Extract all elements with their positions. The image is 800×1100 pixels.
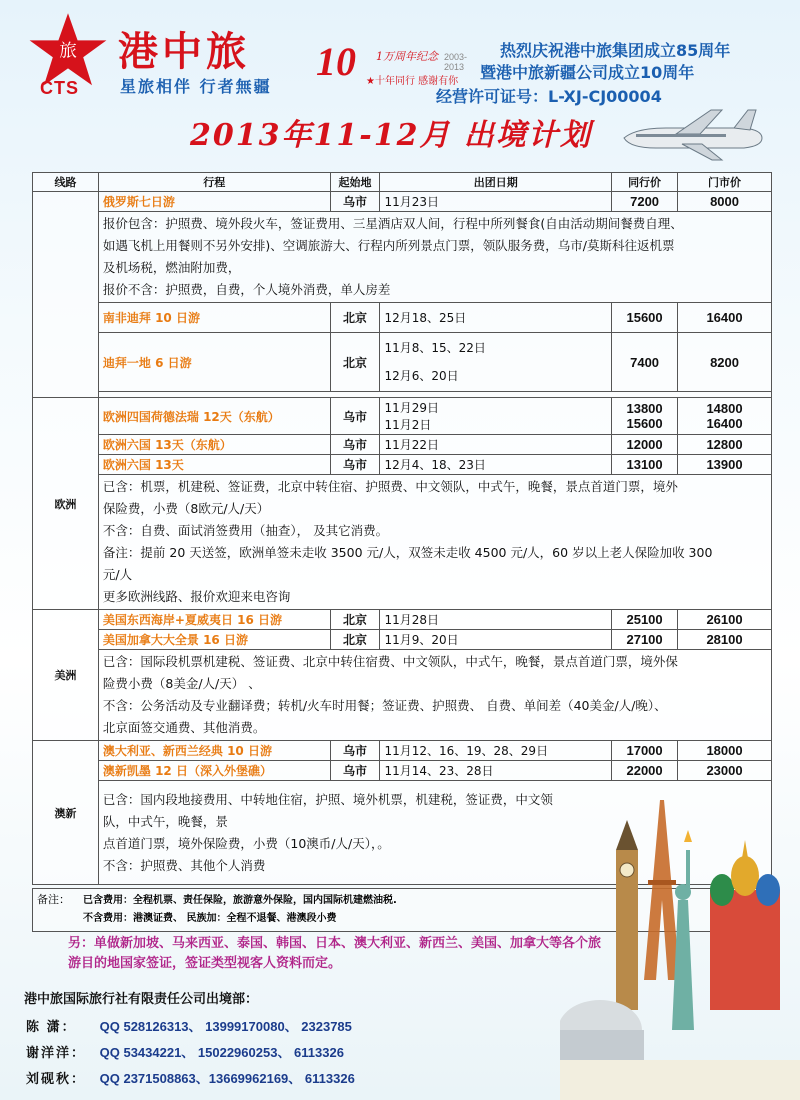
departure-city: 乌市 (330, 761, 380, 781)
contact-name: 谢洋洋： (26, 1045, 87, 1060)
trade-price: 7200 (612, 192, 678, 212)
trade-price: 22000 (612, 761, 678, 781)
departure-city: 北京 (330, 303, 380, 333)
departure-date: 12月18、25日 (380, 303, 612, 333)
departure-date: 11月14、23、28日 (380, 761, 612, 781)
route-description: 已含：机票，机建税、签证费，北京中转住宿、护照费、中文领队，中式午，晚餐，景点首道门票，境外 保险费，小费（8欧元/人/天） 不含：自费、面试消签费用（抽查）， 及其它消费。 备注：提前 20 天送签，欧洲单签未走收 3500 元/人，双签未走收 4500 元/人，60 岁以上老人保险加收 300 元/人 更多欧洲线路、报价欢迎来电咨询 (98, 475, 771, 610)
departure-city: 北京 (330, 630, 380, 650)
col-header: 行程 (98, 173, 330, 192)
table-row (33, 650, 772, 741)
table-row (33, 761, 772, 781)
contact-name: 陈 潇： (26, 1019, 77, 1034)
retail-price: 14800 16400 (678, 398, 772, 435)
route-name: 欧洲四国荷德法瑞 12天（东航） (98, 398, 330, 435)
trade-price: 13800 15600 (612, 398, 678, 435)
route-name: 迪拜一地 6 日游 (98, 333, 330, 392)
retail-price: 16400 (678, 303, 772, 333)
table-row (33, 610, 772, 630)
col-header: 线路 (33, 173, 99, 192)
anniversary-line2: ★十年同行 感谢有你 (366, 76, 459, 87)
trade-price: 15600 (612, 303, 678, 333)
celebration-headline-2: 暨港中旅新疆公司成立10周年 (480, 63, 695, 82)
departure-city: 乌市 (330, 435, 380, 455)
retail-price: 23000 (678, 761, 772, 781)
airplane-icon (616, 104, 766, 164)
notes-label: 备注： (37, 893, 70, 906)
anniversary-years: 2003-2013 (444, 52, 468, 72)
col-header: 门市价 (678, 173, 772, 192)
contact-info: QQ 2371508863、13669962169、 6113326 (99, 1071, 355, 1086)
departure-date: 11月12、16、19、28、29日 (380, 741, 612, 761)
route-name: 南非迪拜 10 日游 (98, 303, 330, 333)
table-row (33, 455, 772, 475)
trade-price: 12000 (612, 435, 678, 455)
table-row (33, 435, 772, 455)
notes-excluded: 不含费用：港澳证费、 民族加：全程不退餐、港澳段小费 (83, 913, 337, 924)
table-row (33, 333, 772, 392)
contact-info: QQ 53434221、 15022960253、 6113326 (99, 1045, 344, 1060)
departure-city: 乌市 (330, 741, 380, 761)
trade-price: 17000 (612, 741, 678, 761)
contact-row (26, 1042, 344, 1061)
route-name: 俄罗斯七日游 (98, 192, 330, 212)
route-name: 欧洲六国 13天（东航） (98, 435, 330, 455)
departure-date: 11月22日 (380, 435, 612, 455)
departure-city: 乌市 (330, 192, 380, 212)
contact-row (26, 1016, 352, 1035)
region-label: 欧洲 (33, 398, 99, 610)
departure-date: 12月4、18、23日 (380, 455, 612, 475)
license-number: 经营许可证号：L-XJ-CJ00004 (436, 87, 662, 106)
route-description: 已含：国际段机票机建税、签证费、北京中转住宿费、中文领队，中式午，晚餐，景点首道门票，境外保 险费小费（8美金/人/天） 、 不含：公务活动及专业翻译费；转机/火车时用餐；签证费、护照费、 自费、单间差（40美金/人/晚）、 北京面签交通费、其他消费。 (98, 650, 771, 741)
table-row (33, 630, 772, 650)
route-name: 欧洲六国 13天 (98, 455, 330, 475)
departure-city: 北京 (330, 333, 380, 392)
col-header: 同行价 (612, 173, 678, 192)
table-row (33, 212, 772, 303)
brand-name: 港中旅 (118, 28, 250, 75)
table-header-row (33, 173, 772, 192)
route-description: 报价包含：护照费、境外段火车，签证费用、三星酒店双人间，行程中所列餐食(自由活动期间餐费自理、 如遇飞机上用餐则不另外安排)、空调旅游大、行程内所列景点门票，领队服务费，乌市/莫斯科往返机票 及机场税，燃油附加费， 报价不含：护照费，自费，个人境外消费，单人房差 (98, 212, 771, 303)
departure-city: 乌市 (330, 455, 380, 475)
celebration-headline-1: 热烈庆祝港中旅集团成立85周年 (500, 41, 731, 60)
region-label: 美洲 (33, 610, 99, 741)
anniversary-line1: 1万周年纪念 (376, 50, 438, 63)
trade-price: 25100 (612, 610, 678, 630)
route-name: 美国东西海岸+夏威夷日 16 日游 (98, 610, 330, 630)
logo-char: 旅 (59, 41, 77, 62)
table-row (33, 192, 772, 212)
department-name: 港中旅国际旅行社有限责任公司出境部： (24, 992, 259, 1007)
col-header: 起始地 (330, 173, 380, 192)
itinerary-table (32, 172, 772, 885)
region-cell-empty (33, 192, 99, 398)
trade-price: 13100 (612, 455, 678, 475)
visa-notice: 另：单做新加坡、马来西亚、泰国、韩国、日本、澳大利亚、新西兰、美国、加拿大等各个旅游目的地国家签证，签证类型视客人资料而定。 (68, 936, 602, 971)
retail-price: 8000 (678, 192, 772, 212)
departure-date: 11月8、15、22日 12月6、20日 (380, 333, 612, 392)
retail-price: 8200 (678, 333, 772, 392)
anniversary-number: 10 (316, 39, 356, 84)
departure-city: 乌市 (330, 398, 380, 435)
cts-logo-text: CTS (40, 78, 79, 98)
departure-city: 北京 (330, 610, 380, 630)
brand-slogan: 星旅相伴 行者無疆 (120, 77, 272, 96)
contact-row (26, 1068, 355, 1087)
route-description: 已含：国内段地接费用、中转地住宿，护照、境外机票，机建税，签证费，中文领队，中式午，晚餐，景 点首道门票，境外保险费，小费（10澳币/人/天），。 不含：护照费、其他个人消费 (98, 781, 771, 885)
trade-price: 27100 (612, 630, 678, 650)
region-label: 澳新 (33, 741, 99, 885)
plan-title: 2013年11-12月 出境计划 (190, 118, 592, 153)
retail-price: 26100 (678, 610, 772, 630)
route-name: 美国加拿大大全景 16 日游 (98, 630, 330, 650)
col-header: 出团日期 (380, 173, 612, 192)
retail-price: 12800 (678, 435, 772, 455)
notes-included: 已含费用：全程机票、责任保险，旅游意外保险，国内国际机建燃油税. (83, 895, 397, 906)
retail-price: 18000 (678, 741, 772, 761)
trade-price: 7400 (612, 333, 678, 392)
table-row (33, 303, 772, 333)
departure-date: 11月28日 (380, 610, 612, 630)
departure-date: 11月23日 (380, 192, 612, 212)
route-name: 澳新凯墨 12 日（深入外堡礁） (98, 761, 330, 781)
retail-price: 13900 (678, 455, 772, 475)
table-row (33, 398, 772, 435)
route-name: 澳大利亚、新西兰经典 10 日游 (98, 741, 330, 761)
departure-date: 11月9、20日 (380, 630, 612, 650)
contact-name: 刘砚秋： (26, 1071, 87, 1086)
contact-info: QQ 528126313、 13999170080、 2323785 (99, 1019, 352, 1034)
departure-date: 11月29日 11月2日 (380, 398, 612, 435)
table-row (33, 475, 772, 610)
table-row (33, 741, 772, 761)
retail-price: 28100 (678, 630, 772, 650)
world-landmarks-illustration-icon (560, 780, 800, 1100)
